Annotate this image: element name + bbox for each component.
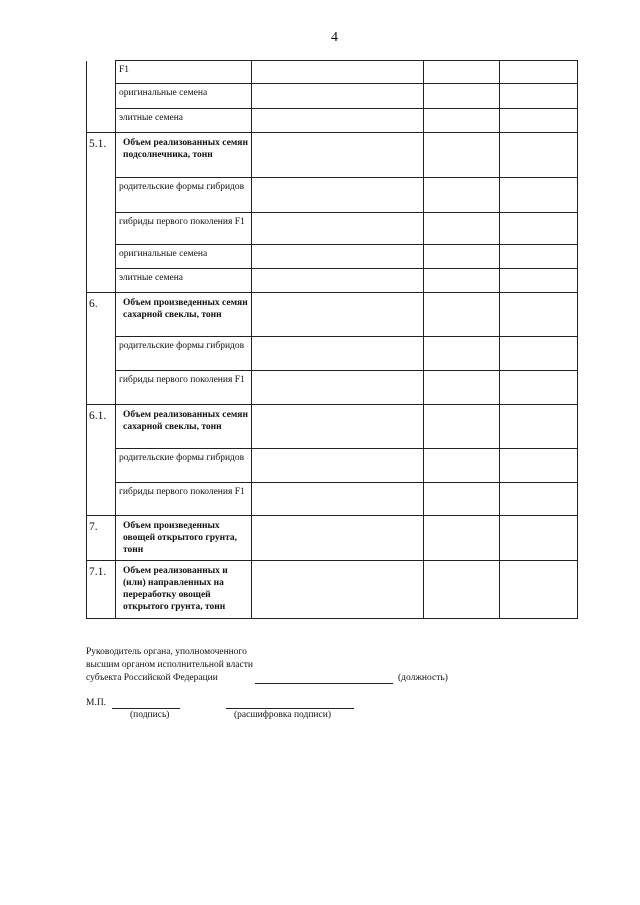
value-cell[interactable] xyxy=(500,483,578,516)
value-cell[interactable] xyxy=(252,213,424,245)
value-cell[interactable] xyxy=(500,516,578,561)
table-row xyxy=(87,449,578,483)
value-cell[interactable] xyxy=(424,245,500,269)
value-cell[interactable] xyxy=(252,371,424,405)
value-cell[interactable] xyxy=(500,293,578,337)
value-cell[interactable] xyxy=(424,133,500,178)
value-cell[interactable] xyxy=(252,84,424,109)
table-row xyxy=(87,178,578,213)
value-cell[interactable] xyxy=(500,371,578,405)
value-cell[interactable] xyxy=(252,449,424,483)
value-cell[interactable] xyxy=(252,405,424,449)
value-cell[interactable] xyxy=(424,84,500,109)
row-heading-label: Объем реализованных семян подсолнечника, тонн xyxy=(116,133,252,178)
row-heading-label: Объем произведенных семян сахарной свеклы, тонн xyxy=(116,293,252,337)
table-row xyxy=(87,561,578,619)
value-cell[interactable] xyxy=(424,483,500,516)
value-cell[interactable] xyxy=(424,293,500,337)
signatory-title-line-1: Руководитель органа, уполномоченного xyxy=(86,647,247,657)
row-label: оригинальные семена xyxy=(116,84,252,109)
value-cell[interactable] xyxy=(424,561,500,619)
table-row xyxy=(87,371,578,405)
row-heading-label: Объем произведенных овощей открытого грунта, тонн xyxy=(116,516,252,561)
value-cell[interactable] xyxy=(424,178,500,213)
table-row xyxy=(87,337,578,371)
value-cell[interactable] xyxy=(252,109,424,133)
value-cell[interactable] xyxy=(424,371,500,405)
row-number: 6. xyxy=(87,293,116,337)
signature-line xyxy=(112,699,180,709)
row-number xyxy=(87,337,116,371)
position-label: (должность) xyxy=(398,673,448,683)
row-label: гибриды первого поколения F1 xyxy=(116,213,252,245)
value-cell[interactable] xyxy=(252,483,424,516)
row-number xyxy=(87,213,116,245)
value-cell[interactable] xyxy=(500,561,578,619)
table-row xyxy=(87,109,578,133)
value-cell[interactable] xyxy=(500,245,578,269)
value-cell[interactable] xyxy=(500,449,578,483)
table-row xyxy=(87,61,578,84)
row-heading-label: Объем реализованных и (или) направленных на переработку овощей открытого грунта, тонн xyxy=(116,561,252,619)
table-row xyxy=(87,293,578,337)
value-cell[interactable] xyxy=(252,337,424,371)
value-cell[interactable] xyxy=(500,84,578,109)
row-label: F1 xyxy=(116,61,252,84)
value-cell[interactable] xyxy=(424,61,500,84)
value-cell[interactable] xyxy=(500,178,578,213)
value-cell[interactable] xyxy=(424,516,500,561)
value-cell[interactable] xyxy=(252,561,424,619)
row-number xyxy=(87,449,116,483)
value-cell[interactable] xyxy=(500,133,578,178)
value-cell[interactable] xyxy=(500,109,578,133)
value-cell[interactable] xyxy=(424,269,500,293)
table-row xyxy=(87,269,578,293)
value-cell[interactable] xyxy=(252,245,424,269)
signatory-title-line-2: высшим органом исполнительной власти xyxy=(86,660,253,670)
value-cell[interactable] xyxy=(500,61,578,84)
value-cell[interactable] xyxy=(424,405,500,449)
row-label: оригинальные семена xyxy=(116,245,252,269)
value-cell[interactable] xyxy=(500,405,578,449)
value-cell[interactable] xyxy=(424,109,500,133)
value-cell[interactable] xyxy=(500,269,578,293)
table-row xyxy=(87,133,578,178)
table-row xyxy=(87,516,578,561)
stamp-label: М.П. xyxy=(86,698,107,708)
row-label: родительские формы гибридов xyxy=(116,337,252,371)
value-cell[interactable] xyxy=(500,337,578,371)
position-line xyxy=(255,674,393,684)
value-cell[interactable] xyxy=(424,449,500,483)
row-number: 7.1. xyxy=(87,561,116,619)
signatory-title-line-3: субъекта Российской Федерации xyxy=(86,673,218,683)
value-cell[interactable] xyxy=(424,337,500,371)
decoding-label: (расшифровка подписи) xyxy=(234,710,331,720)
row-number xyxy=(87,269,116,293)
table-row xyxy=(87,213,578,245)
table-row xyxy=(87,84,578,109)
row-number xyxy=(87,178,116,213)
value-cell[interactable] xyxy=(252,133,424,178)
decoding-line xyxy=(226,699,354,709)
row-label: элитные семена xyxy=(116,109,252,133)
row-label: элитные семена xyxy=(116,269,252,293)
row-number xyxy=(87,84,116,109)
value-cell[interactable] xyxy=(252,178,424,213)
value-cell[interactable] xyxy=(252,61,424,84)
report-table xyxy=(86,60,578,619)
row-number: 7. xyxy=(87,516,116,561)
row-label: родительские формы гибридов xyxy=(116,178,252,213)
page-number: 4 xyxy=(331,30,338,45)
table-row xyxy=(87,483,578,516)
row-label: гибриды первого поколения F1 xyxy=(116,483,252,516)
signature-block xyxy=(86,646,253,685)
value-cell[interactable] xyxy=(500,213,578,245)
value-cell[interactable] xyxy=(424,213,500,245)
table-row xyxy=(87,245,578,269)
row-number xyxy=(87,109,116,133)
row-number xyxy=(87,483,116,516)
row-number: 5.1. xyxy=(87,133,116,178)
value-cell[interactable] xyxy=(252,516,424,561)
row-number xyxy=(87,371,116,405)
row-heading-label: Объем реализованных семян сахарной свеклы, тонн xyxy=(116,405,252,449)
row-number: 6.1. xyxy=(87,405,116,449)
row-number xyxy=(87,61,116,84)
row-number xyxy=(87,245,116,269)
value-cell[interactable] xyxy=(252,269,424,293)
signature-label: (подпись) xyxy=(130,710,170,720)
row-label: родительские формы гибридов xyxy=(116,449,252,483)
value-cell[interactable] xyxy=(252,293,424,337)
row-label: гибриды первого поколения F1 xyxy=(116,371,252,405)
table-row xyxy=(87,405,578,449)
